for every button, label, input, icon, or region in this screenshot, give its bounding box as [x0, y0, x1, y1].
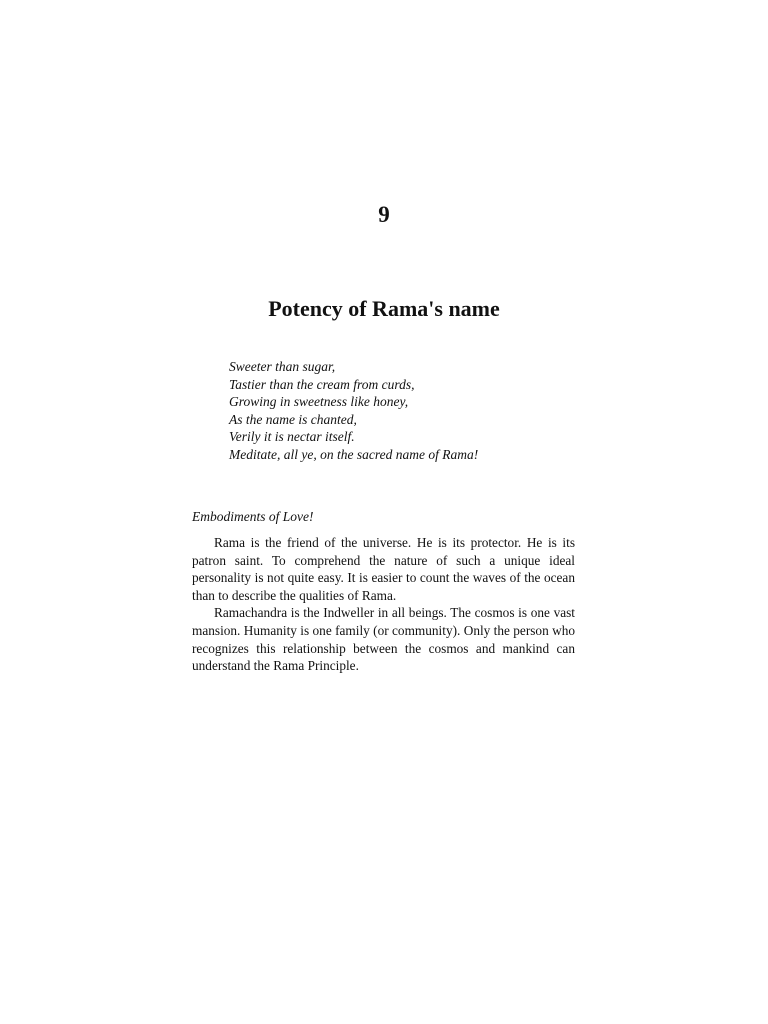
chapter-title: Potency of Rama's name [268, 296, 500, 321]
poem-line: As the name is chanted, [229, 411, 357, 427]
paragraph: Ramachandra is the Indweller in all beings. The cosmos is one vast mansion. Humanity is one family (or community). Only the person who recognizes this relationship between the cosmos and mankind can understand the Rama Principle. [192, 605, 575, 674]
poem-line: Sweeter than sugar, [229, 359, 336, 374]
poem-line: Verily it is nectar itself. [229, 429, 355, 445]
salutation: Embodiments of Love! [192, 509, 314, 524]
poem-line: Meditate, all ye, on the sacred name of Rama! [229, 446, 479, 462]
body-text [192, 534, 575, 675]
poem-line: Growing in sweetness like honey, [229, 394, 409, 410]
poem-line: Tastier than the cream from curds, [229, 376, 415, 392]
paragraph: Rama is the friend of the universe. He is its protector. He is its patron saint. To comprehend the nature of such a unique ideal personality is not quite easy. It is easier to count the waves of the ocean than to describe the qualities of Rama. [192, 535, 575, 603]
poem [229, 358, 629, 464]
chapter-number: 9 [378, 202, 390, 227]
